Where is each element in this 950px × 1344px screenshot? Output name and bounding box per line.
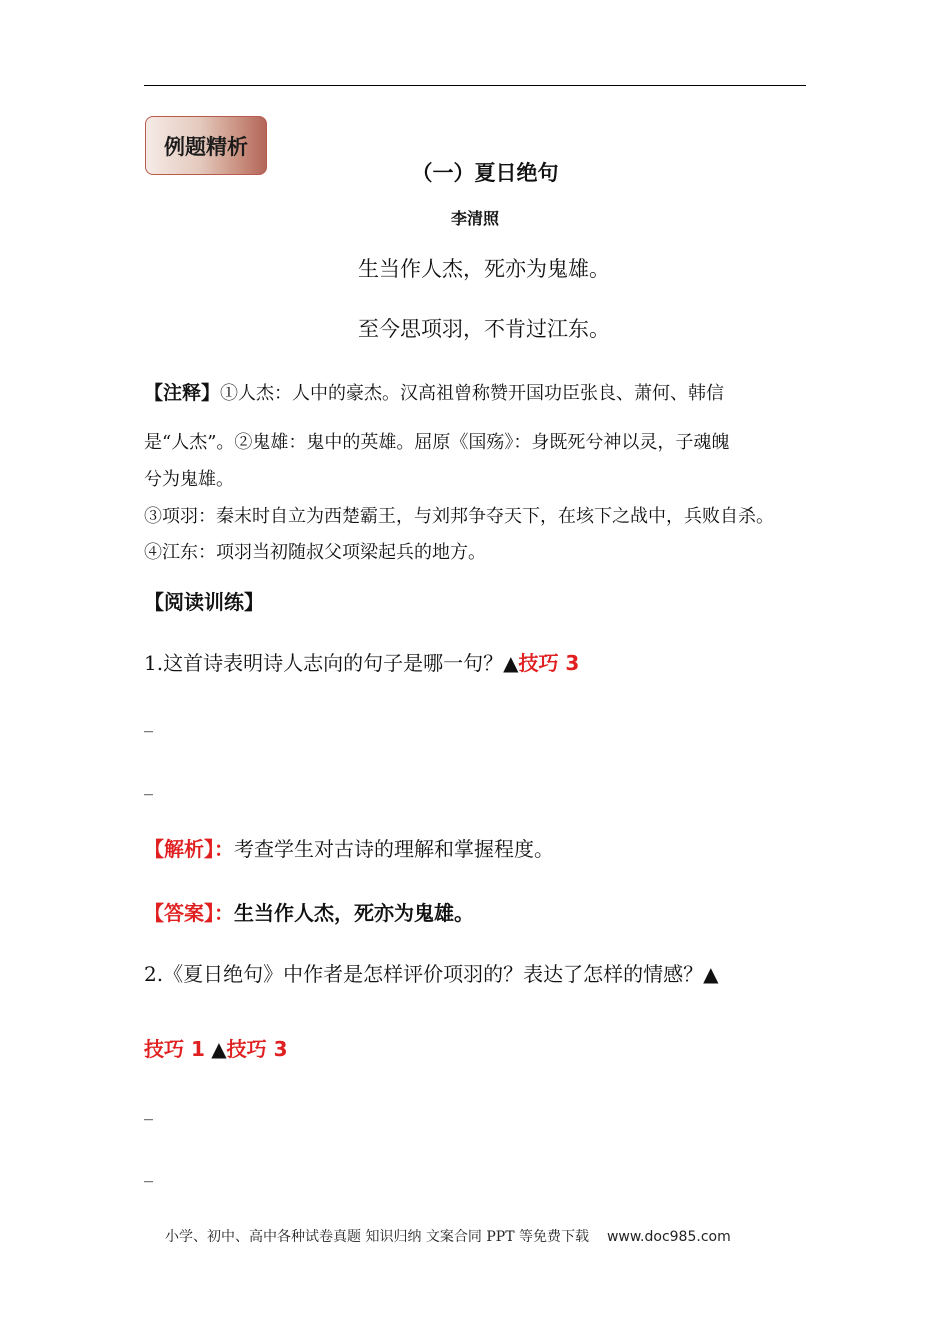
answer-blank-2: _: [144, 775, 153, 796]
question-2-tags: [144, 1033, 288, 1062]
question-1-text: 1.这首诗表明诗人志向的句子是哪一句？▲: [144, 651, 519, 675]
footer-text: 小学、初中、高中各种试卷真题 知识归纳 文案合同 PPT 等免费下载: [165, 1229, 589, 1245]
reading-header: 【阅读训练】: [144, 590, 264, 614]
notes-label: 【注释】: [144, 382, 221, 404]
question-2-tag-1: 技巧 1: [144, 1037, 205, 1061]
notes-line-4: ③项羽：秦末时自立为西楚霸王，与刘邦争夺天下，在垓下之战中，兵败自杀。: [144, 506, 774, 527]
answer-blank-1: _: [144, 712, 153, 733]
question-2-tag-2: 技巧 3: [226, 1037, 288, 1061]
notes-line-3: 兮为鬼雄。: [144, 469, 234, 490]
question-1: [144, 647, 579, 676]
question-2-text: 2.《夏日绝句》中作者是怎样评价项羽的？表达了怎样的情感？▲: [144, 962, 719, 986]
poem-line-1: 生当作人杰，死亦为鬼雄。: [358, 257, 610, 281]
answer-blank-4: _: [144, 1162, 153, 1183]
analysis-line: [144, 833, 554, 862]
answer-line: [144, 897, 474, 926]
notes-line-2: 是“人杰”。②鬼雄：鬼中的英雄。屈原《国殇》：身既死兮神以灵，子魂魄: [144, 432, 730, 453]
question-1-tag: 技巧 3: [518, 651, 580, 675]
section-badge: 例题精析: [145, 116, 267, 175]
notes-line-5: ④江东：项羽当初随叔父项梁起兵的地方。: [144, 542, 486, 563]
analysis-text: 考查学生对古诗的理解和掌握程度。: [234, 837, 554, 861]
poem-line-2: 至今思项羽，不肯过江东。: [358, 317, 610, 341]
footer-url[interactable]: www.doc985.com: [606, 1229, 731, 1245]
notes-line-1: [144, 378, 809, 405]
triangle-mark: ▲: [211, 1037, 227, 1061]
answer-text: 生当作人杰，死亦为鬼雄。: [234, 901, 474, 925]
answer-label: 【答案】：: [144, 901, 234, 925]
answer-blank-3: _: [144, 1100, 153, 1121]
page-footer: [165, 1226, 731, 1246]
poem-title: （一）夏日绝句: [411, 161, 559, 185]
header-rule: [144, 85, 806, 86]
analysis-label: 【解析】：: [144, 837, 234, 861]
notes-text-1: ①人杰：人中的豪杰。汉高祖曾称赞开国功臣张良、萧何、韩信: [220, 383, 725, 404]
poem-author: 李清照: [450, 209, 499, 228]
